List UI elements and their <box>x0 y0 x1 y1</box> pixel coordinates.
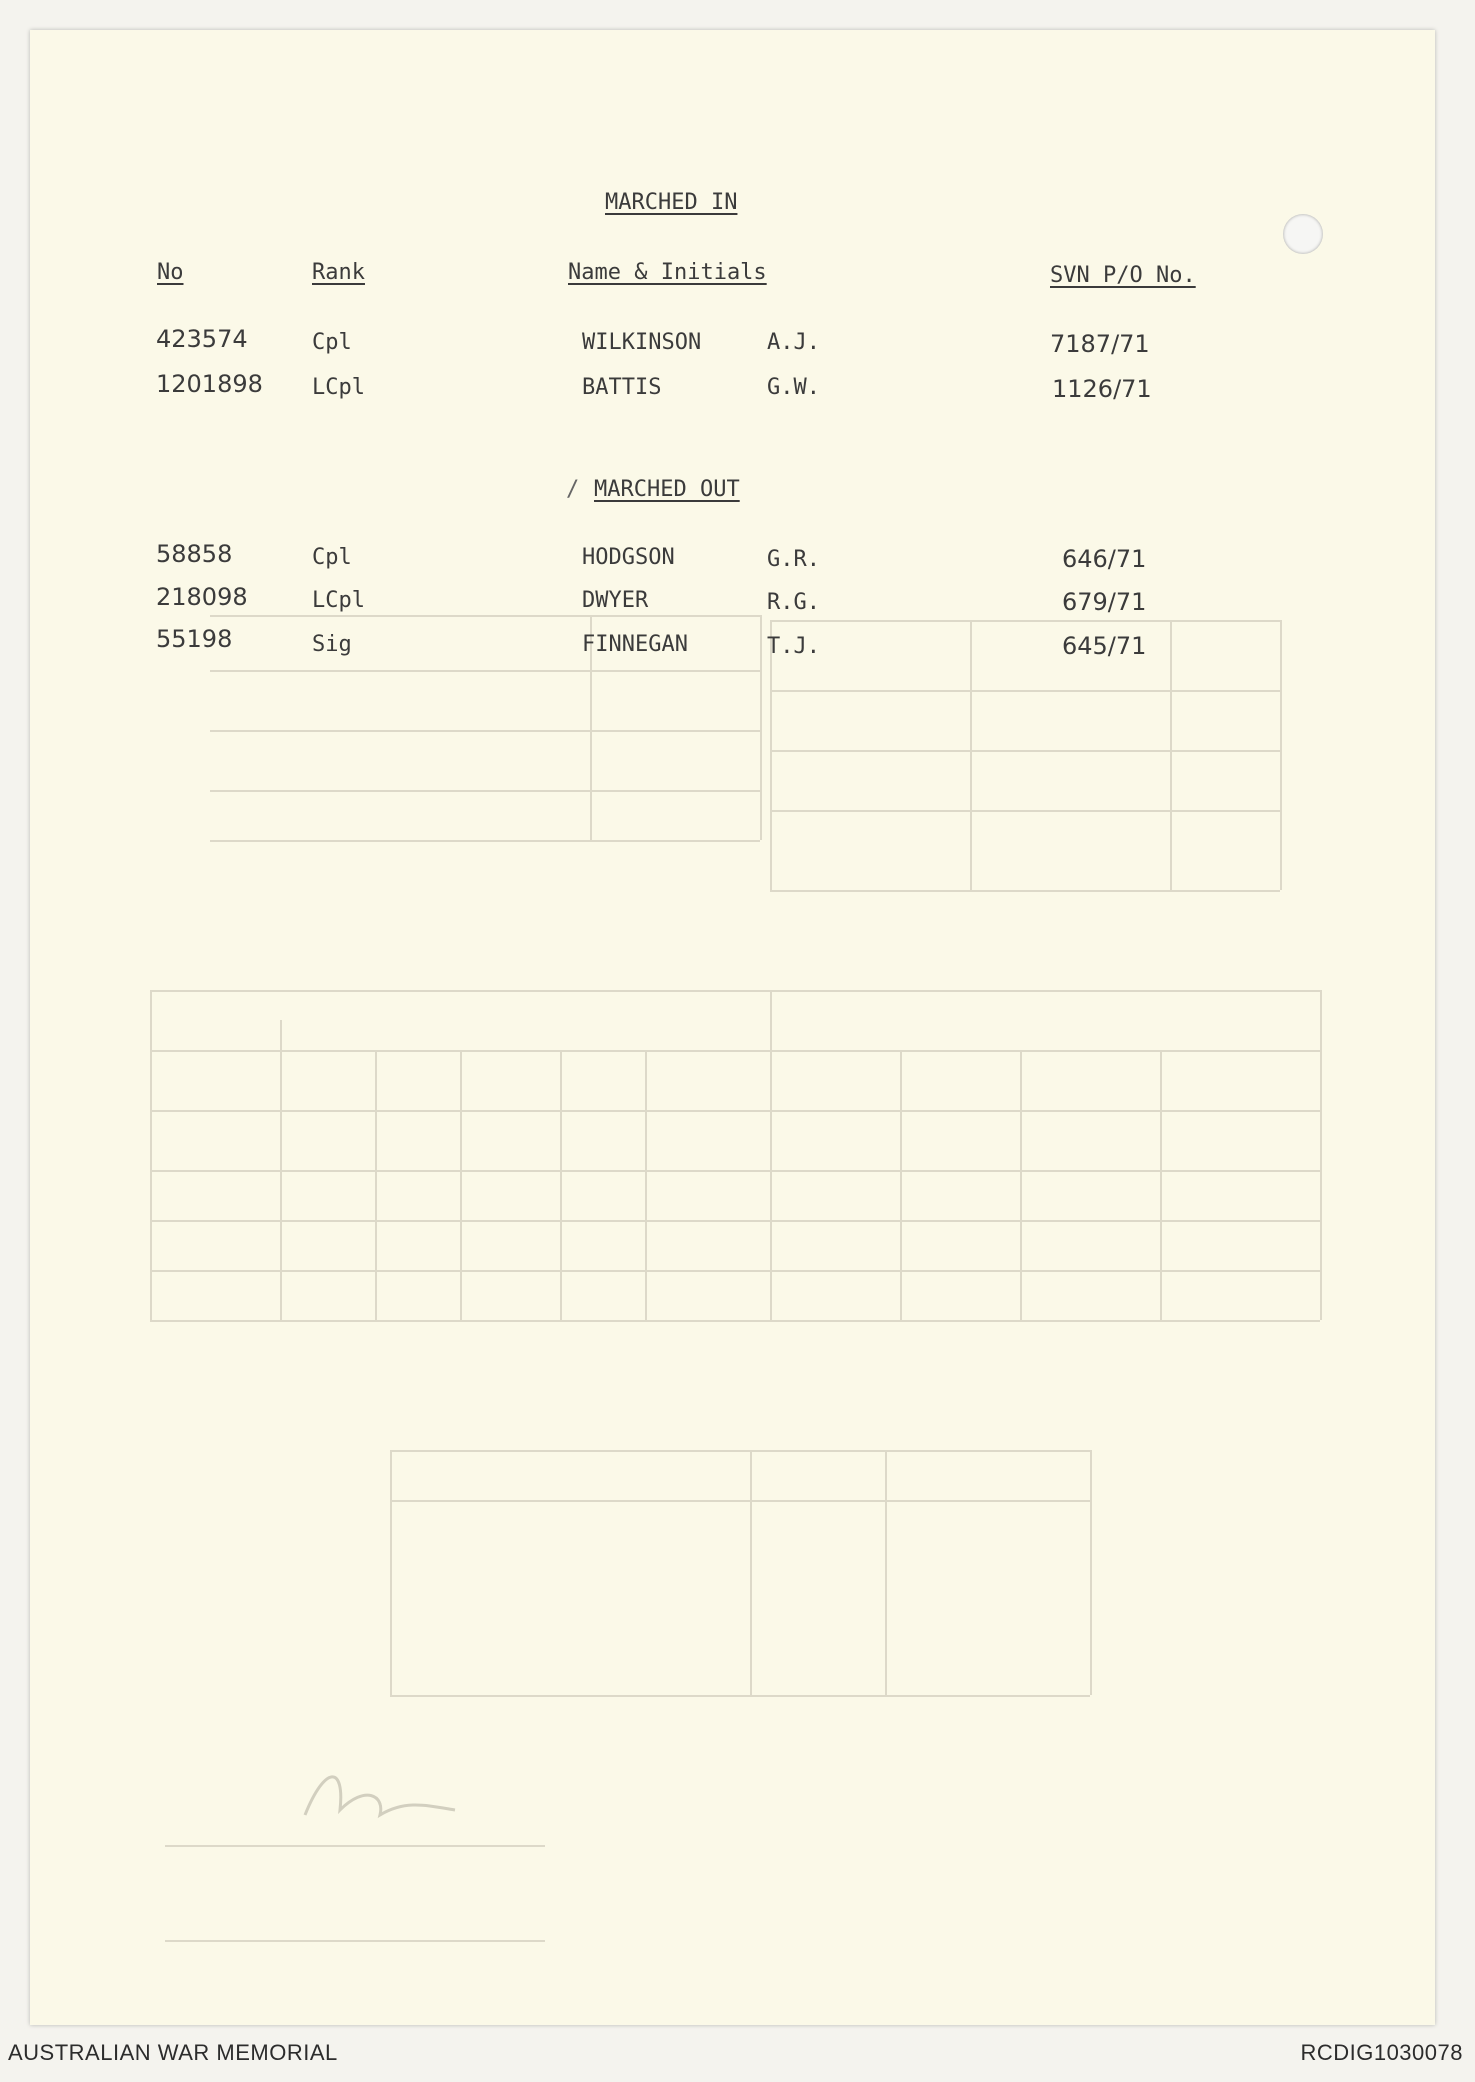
initials: T.J. <box>767 634 820 659</box>
surname: FINNEGAN <box>582 632 688 657</box>
column-header-no: No <box>157 260 184 285</box>
initials: A.J. <box>767 330 820 355</box>
column-header-rank: Rank <box>312 260 365 285</box>
rank: LCpl <box>312 375 365 400</box>
rank: Sig <box>312 632 352 657</box>
surname: DWYER <box>582 588 649 613</box>
marched-out-heading: MARCHED OUT <box>594 477 740 502</box>
surname: HODGSON <box>582 545 675 570</box>
service-number: 1201898 <box>156 370 263 398</box>
svn-po-number: 646/71 <box>1062 545 1147 573</box>
service-number: 218098 <box>156 583 248 611</box>
surname: WILKINSON <box>582 330 702 355</box>
column-header-svn-po-no: SVN P/O No. <box>1050 263 1196 288</box>
svn-po-number: 679/71 <box>1062 588 1147 616</box>
column-header-name-initials: Name & Initials <box>568 260 767 285</box>
svn-po-number: 7187/71 <box>1050 330 1150 358</box>
rank: Cpl <box>312 545 352 570</box>
rank: LCpl <box>312 588 365 613</box>
initials: R.G. <box>767 590 820 615</box>
service-number: 58858 <box>156 540 233 568</box>
initials: G.R. <box>767 547 820 572</box>
tick-mark: / <box>566 477 580 502</box>
svn-po-number: 1126/71 <box>1052 375 1152 403</box>
service-number: 55198 <box>156 625 233 653</box>
punch-hole <box>1283 214 1323 254</box>
surname: BATTIS <box>582 375 662 400</box>
service-number: 423574 <box>156 325 248 353</box>
faint-signature <box>285 1755 465 1835</box>
footer-record-id: RCDIG1030078 <box>1300 2040 1463 2065</box>
initials: G.W. <box>767 375 820 400</box>
footer-institution: AUSTRALIAN WAR MEMORIAL <box>8 2040 338 2065</box>
marched-in-heading: MARCHED IN <box>605 190 738 215</box>
svn-po-number: 645/71 <box>1062 632 1147 660</box>
rank: Cpl <box>312 330 352 355</box>
